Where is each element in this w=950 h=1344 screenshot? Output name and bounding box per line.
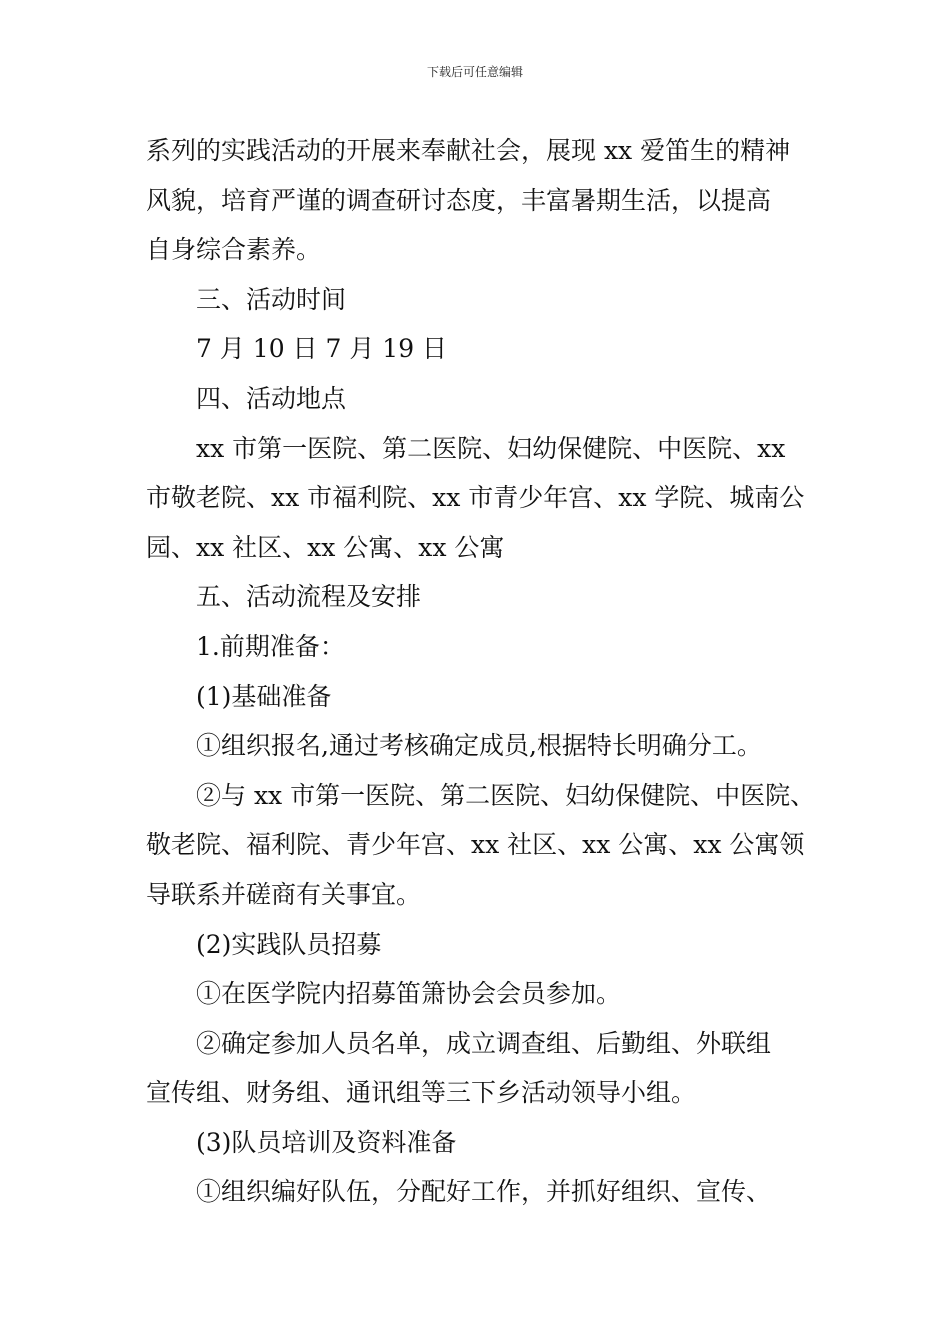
paragraph-line: 风貌，培育严谨的调查研讨态度，丰富暑期生活，以提高: [146, 185, 772, 215]
paragraph-line: xx 市第一医院、第二医院、妇幼保健院、中医院、xx: [196, 433, 786, 463]
section-heading-process: 五、活动流程及安排: [196, 582, 422, 612]
subsection-heading: 1.前期准备：: [196, 631, 345, 661]
paragraph-line: ①组织报名,通过考核确定成员,根据特长明确分工。: [196, 731, 762, 761]
paragraph-line: 系列的实践活动的开展来奉献社会，展现 xx 爱笛生的精神: [146, 136, 791, 165]
paragraph-line: ②与 xx 市第一医院、第二医院、妇幼保健院、中医院、: [196, 780, 816, 810]
document-body: [146, 126, 826, 1217]
paragraph-line: 自身综合素养。: [146, 235, 322, 265]
section-heading-time: 三、活动时间: [196, 284, 347, 314]
paragraph-line: ②确定参加人员名单，成立调查组、后勤组、外联组: [196, 1028, 772, 1058]
paragraph-line: ①组织编好队伍，分配好工作，并抓好组织、宣传、: [196, 1177, 772, 1207]
paragraph-line: 园、xx 社区、xx 公寓、xx 公寓: [146, 532, 505, 562]
paragraph-line: 敬老院、福利院、青少年宫、xx 社区、xx 公寓、xx 公寓领: [146, 830, 805, 860]
paragraph-line: 市敬老院、xx 市福利院、xx 市青少年宫、xx 学院、城南公: [146, 483, 805, 513]
subsection-heading: (2)实践队员招募: [196, 929, 382, 959]
page-header: 下载后可任意编辑: [426, 65, 523, 79]
paragraph-line: 7 月 10 日 7 月 19 日: [196, 334, 448, 364]
subsection-heading: (3)队员培训及资料准备: [196, 1127, 457, 1157]
paragraph-line: ①在医学院内招募笛箫协会会员参加。: [196, 979, 622, 1009]
paragraph-line: 宣传组、财务组、通讯组等三下乡活动领导小组。: [146, 1078, 697, 1108]
section-heading-location: 四、活动地点: [196, 383, 347, 413]
subsection-heading: (1)基础准备: [196, 681, 332, 711]
paragraph-line: 导联系并磋商有关事宜。: [146, 879, 422, 909]
